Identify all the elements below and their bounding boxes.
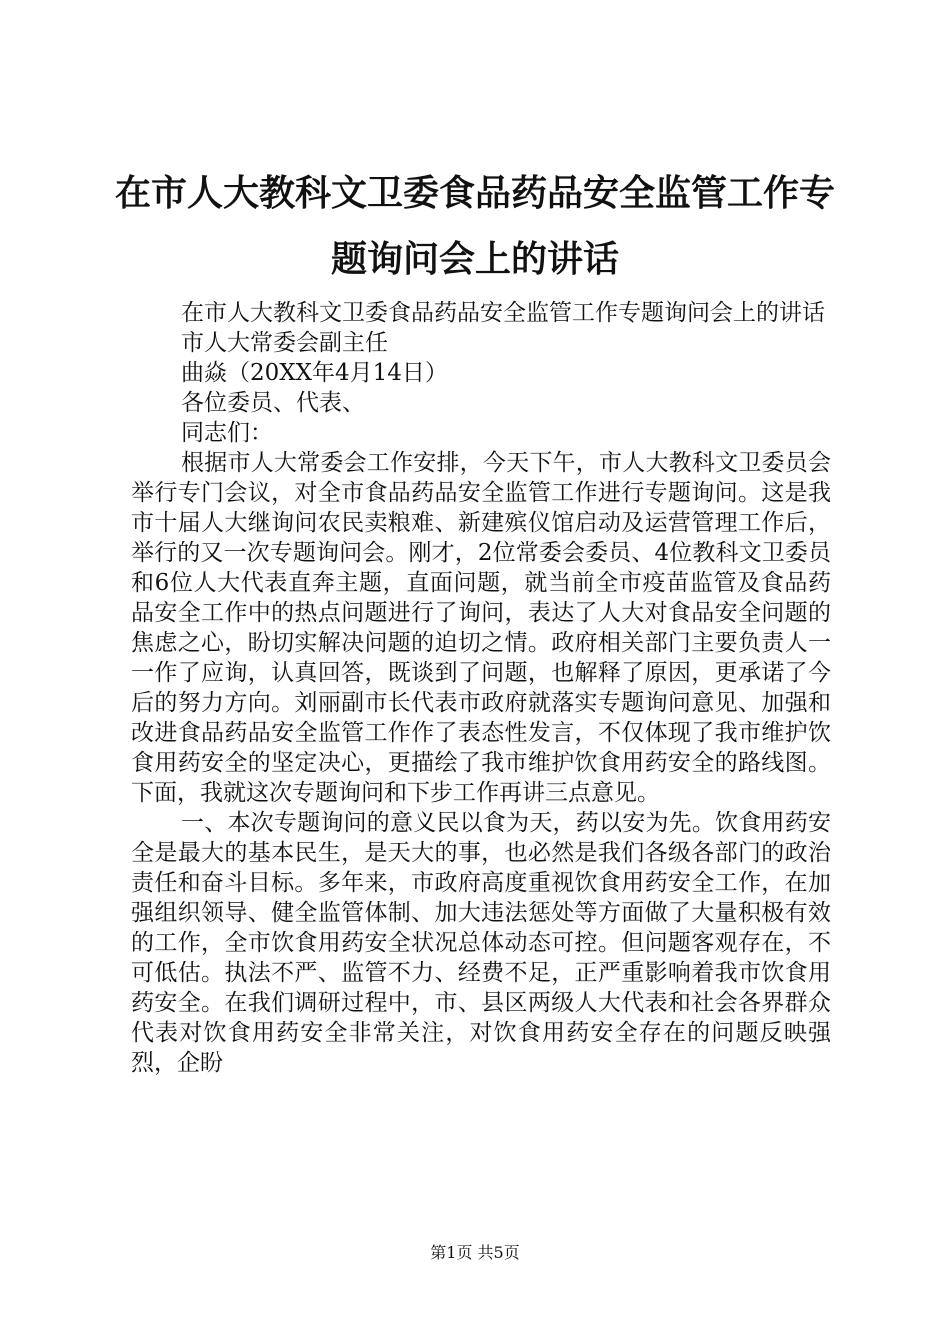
document-body — [131, 298, 831, 1078]
header-line-speaker-date: 曲焱（20XX年4月14日） — [181, 360, 448, 386]
body-paragraph-1: 根据市人大常委会工作安排，今天下午，市人大教科文卫委员会举行专门会议，对全市食品药品安全监管工作进行专题询问。这是我市十届人大继询问农民卖粮难、新建殡仪馆启动及运营管理工作后，举行的又一次专题询问会。刚才，2位常委会委员、4位教科文卫委员和6位人大代表直奔主题，直面问题，就当前全市疫苗监管及食品药品安全工作中的热点问题进行了询问，表达了人大对食品安全问题的焦虑之心，盼切实解决问题的迫切之情。政府相关部门主要负责人一一作了应询，认真回答，既谈到了问题，也解释了原因，更承诺了今后的努力方向。刘丽副市长代表市政府就落实专题询问意见、加强和改进食品药品安全监管工作作了表态性发言，不仅体现了我市维护饮食用药安全的坚定决心，更描绘了我市维护饮食用药安全的路线图。下面，我就这次专题询问和下步工作再讲三点意见。 — [131, 450, 831, 806]
header-line-speaker-role: 市人大常委会副主任 — [181, 330, 388, 356]
header-line-greeting-1: 各位委员、代表、 — [181, 390, 365, 416]
body-paragraph-2: 一、本次专题询问的意义民以食为天，药以安为先。饮食用药安全是最大的基本民生，是天大的事，也必然是我们各级各部门的政治责任和奋斗目标。多年来，市政府高度重视饮食用药安全工作，在加强组织领导、健全监管体制、加大违法惩处等方面做了大量积极有效的工作，全市饮食用药安全状况总体动态可控。但问题客观存在，不可低估。执法不严、监管不力、经费不足，正严重影响着我市饮食用药安全。在我们调研过程中，市、县区两级人大代表和社会各界群众代表对饮食用药安全非常关注，对饮食用药安全存在的问题反映强烈，企盼 — [131, 810, 831, 1076]
header-line-title: 在市人大教科文卫委食品药品安全监管工作专题询问会上的讲话 — [181, 300, 825, 326]
page-footer: 第1页 共5页 — [430, 1243, 520, 1262]
header-line-greeting-2: 同志们： — [181, 420, 273, 446]
document-title: 在市人大教科文卫委食品药品安全监管工作专题询问会上的讲话 — [114, 172, 835, 280]
